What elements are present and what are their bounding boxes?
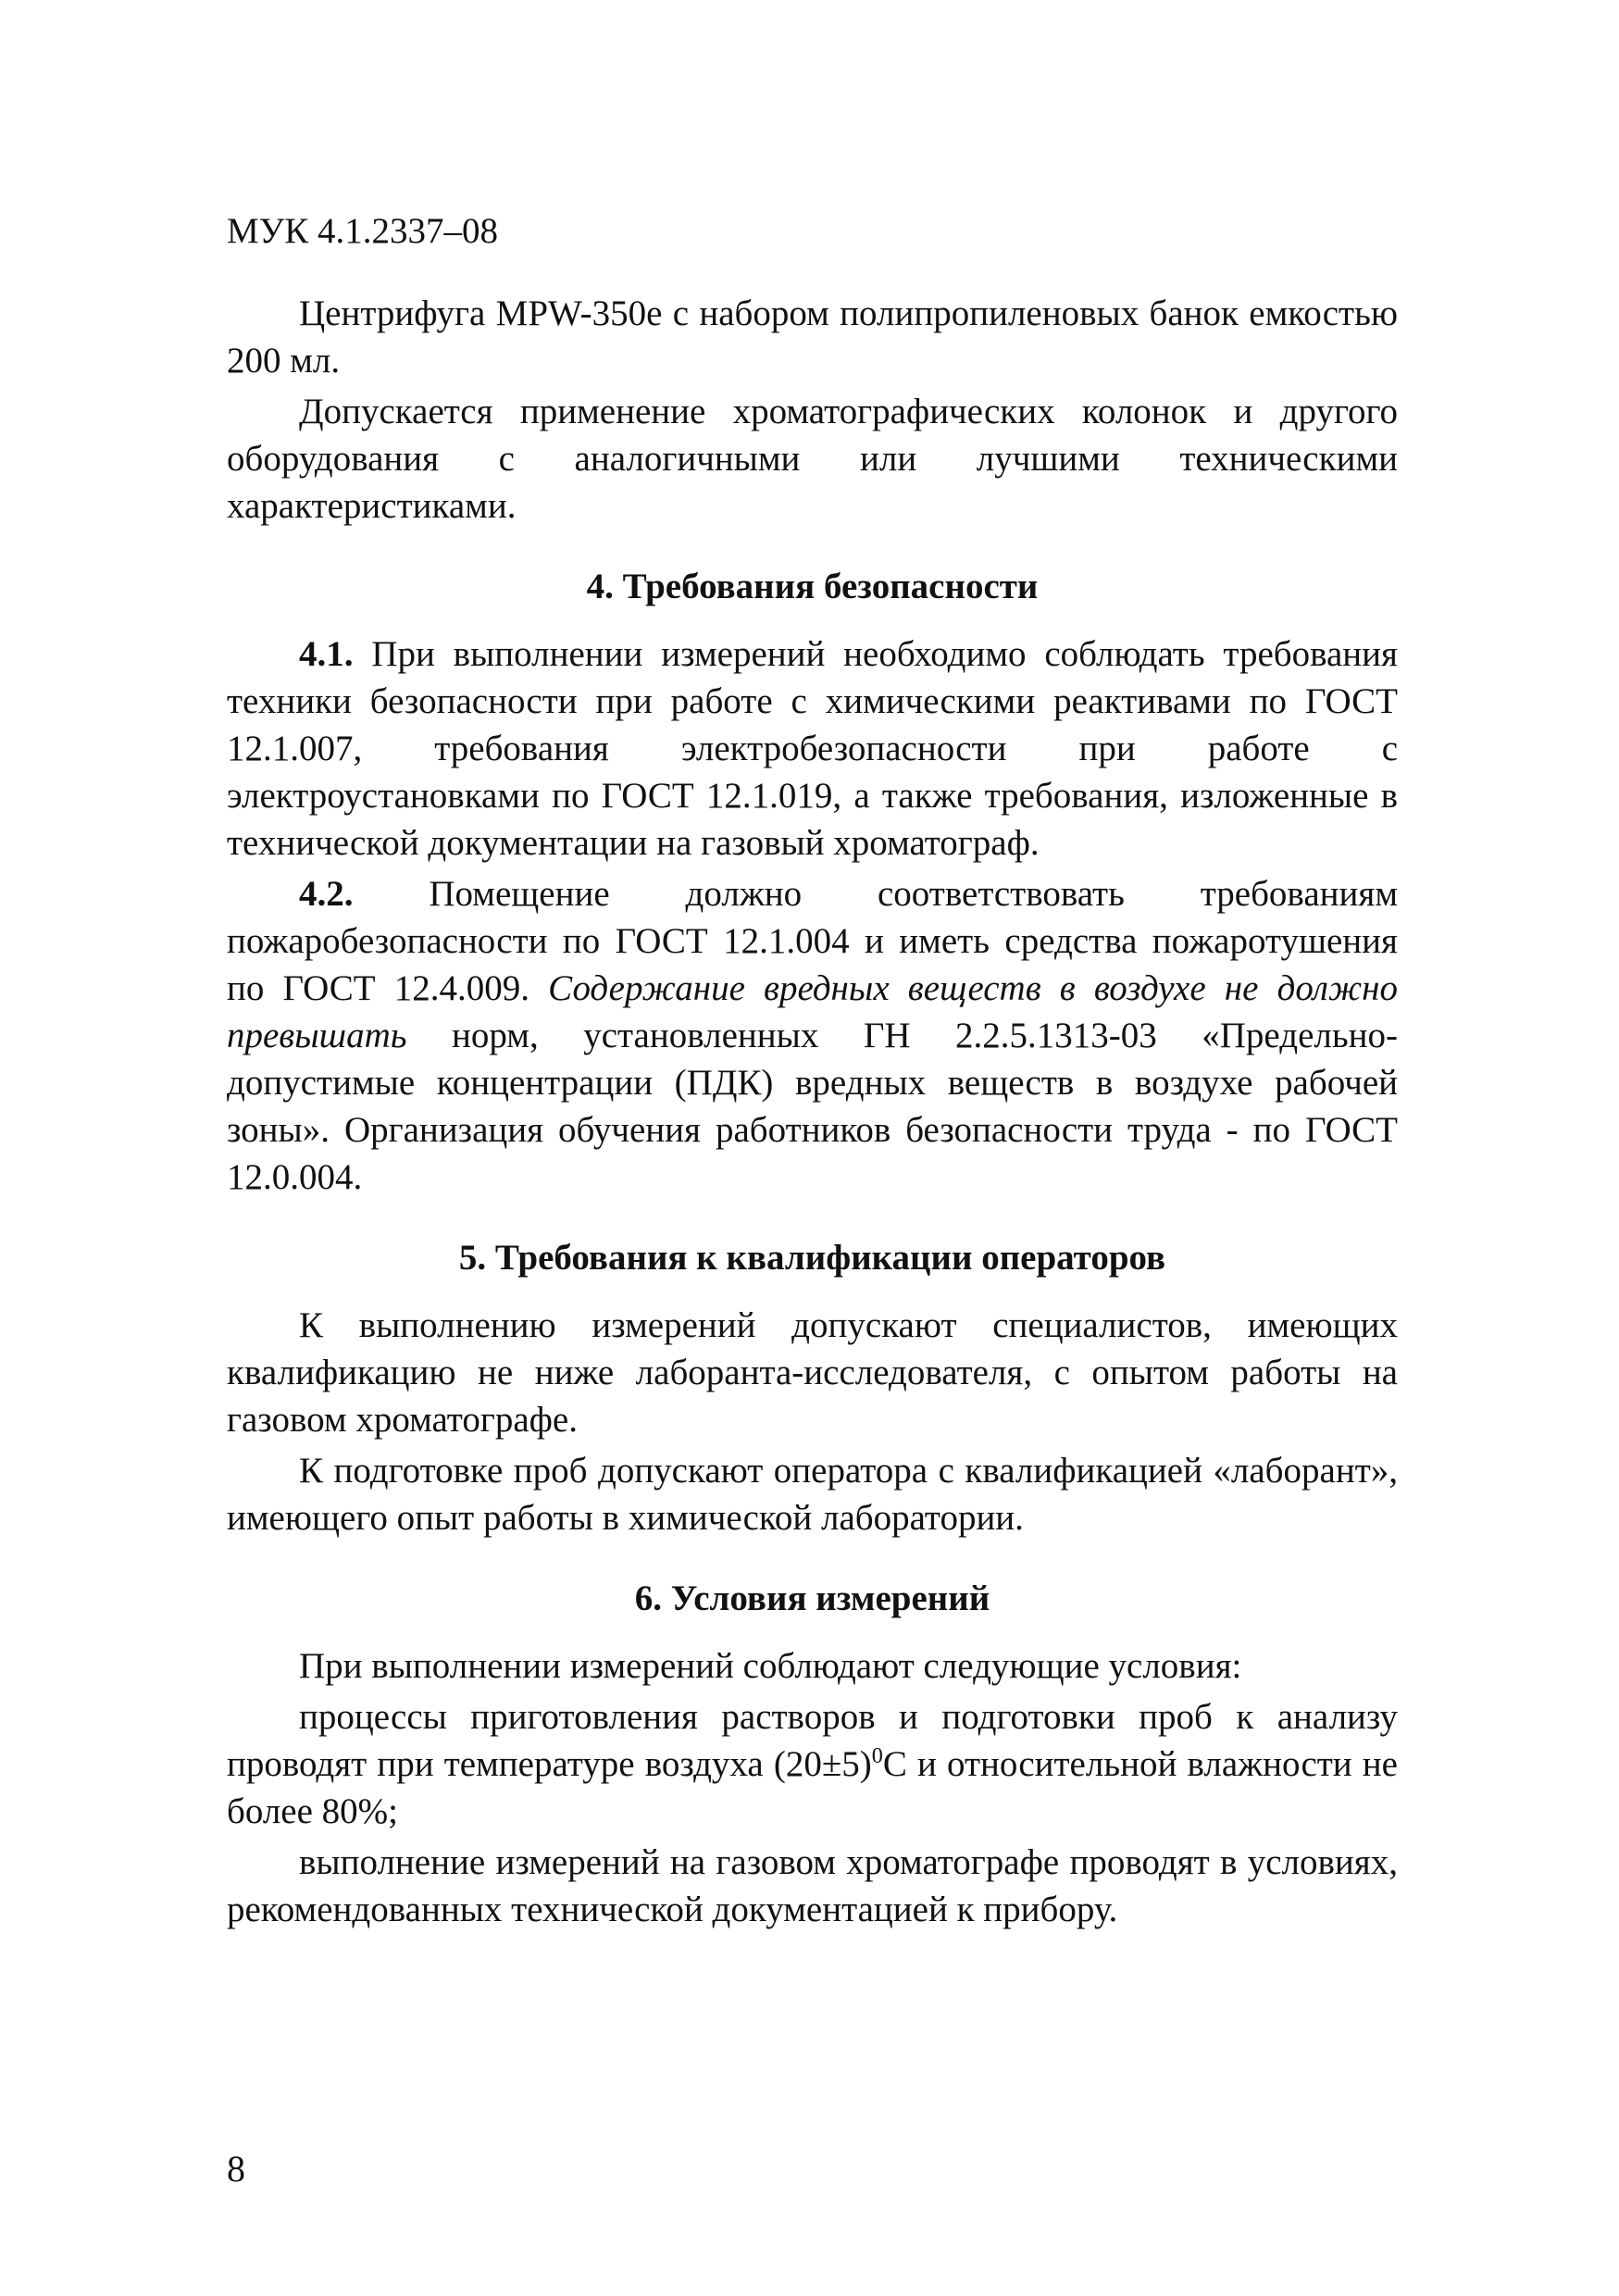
- section-4-2-number: 4.2.: [299, 874, 354, 914]
- equipment-allowed-paragraph: Допускается применение хроматографических колонок и другого оборудования с аналогичными или лучшими техническими характеристиками.: [227, 392, 1398, 526]
- section-4-2-text-a: Помещение должно соответствовать требованиям пожаробезопасности по ГОСТ 12.1.004 и иметь средства пожаротушения по ГОСТ 12.4.009.: [227, 874, 1398, 1008]
- section-5-paragraph-1: К выполнению измерений допускают специалистов, имеющих квалификацию не ниже лаборанта-исследователя, с опытом работы на газовом хроматографе.: [227, 1305, 1398, 1440]
- section-4-1-paragraph: [227, 630, 1398, 867]
- document-code: МУК 4.1.2337–08: [227, 211, 499, 251]
- section-4-2-paragraph: [227, 870, 1398, 1201]
- section-4-1-number: 4.1.: [299, 634, 354, 674]
- section-6-paragraph-2: [227, 1693, 1398, 1835]
- document-page: [227, 208, 1398, 1933]
- section-6-p2-text-b: С и относительной влажности не более 80%;: [227, 1744, 1398, 1831]
- section-6-paragraph-3: выполнение измерений на газовом хроматографе проводят в условиях, рекомендованных технической документацией к прибору.: [227, 1842, 1398, 1929]
- section-4-1-text: При выполнении измерений необходимо соблюдать требования техники безопасности при работе с химическими реактивами по ГОСТ 12.1.007, требования электробезопасности при работе с электроустановками по ГОСТ 12.1.019, а также требования, изложенные в технической документации на газовый хроматограф.: [227, 634, 1398, 863]
- section-6-title: 6. Условия измерений: [634, 1578, 990, 1618]
- section-4-2-text-italic: Содержание вредных веществ в воздухе не должно превышать: [227, 968, 1398, 1055]
- page-number: 8: [227, 2148, 245, 2190]
- section-5-paragraph-2: К подготовке проб допускают оператора с квалификацией «лаборант», имеющего опыт работы в химической лаборатории.: [227, 1451, 1398, 1538]
- section-4-2-text-b: норм, установленных ГН 2.2.5.1313-03 «Предельно-допустимые концентрации (ПДК) вредных веществ в воздухе рабочей зоны». Организация обучения работников безопасности труда - по ГОСТ 12.0.004.: [227, 1016, 1398, 1197]
- equipment-centrifuge-paragraph: Центрифуга MPW-350e с набором полипропиленовых банок емкостью 200 мл.: [227, 293, 1398, 381]
- degree-superscript: 0: [871, 1743, 883, 1768]
- section-6-paragraph-1: При выполнении измерений соблюдают следующие условия:: [299, 1646, 1242, 1686]
- section-6-p2-text-a: процессы приготовления растворов и подготовки проб к анализу проводят при температуре воздуха (20±5): [227, 1697, 1398, 1784]
- section-5-title: 5. Требования к квалификации операторов: [458, 1238, 1166, 1278]
- section-4-title: 4. Требования безопасности: [586, 567, 1039, 606]
